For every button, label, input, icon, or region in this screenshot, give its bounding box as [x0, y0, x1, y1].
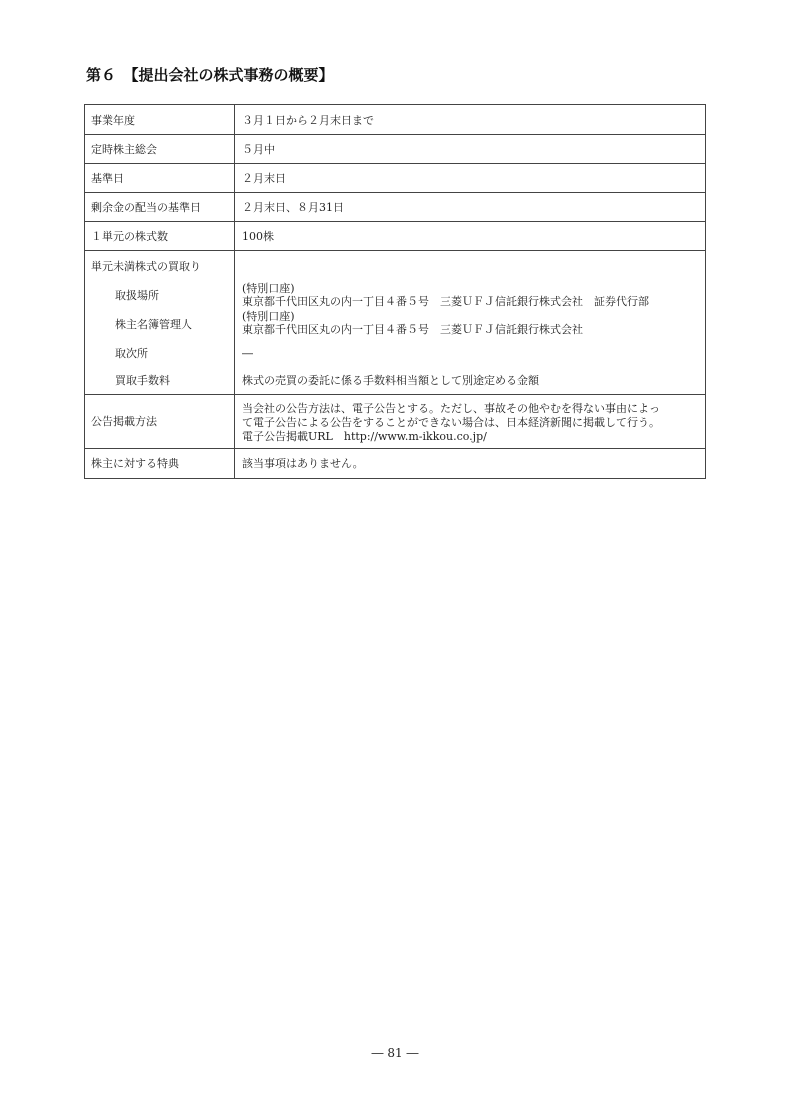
registrar-value-1: (特別口座) [242, 310, 295, 323]
stock-affairs-table [84, 104, 706, 479]
table-row [85, 164, 705, 193]
table-row [85, 135, 705, 164]
table-row [85, 222, 705, 251]
place-value-2: 東京都千代田区丸の内一丁目４番５号 三菱ＵＦＪ信託銀行株式会社 証券代行部 [242, 295, 649, 308]
notice-line-2: て電子公告による公告をすることができない場合は、日本経済新聞に掲載して行う。 [242, 416, 660, 429]
registrar-value-2: 東京都千代田区丸の内一丁目４番５号 三菱ＵＦＪ信託銀行株式会社 [242, 323, 583, 336]
page-number: ― 81 ― [371, 1046, 419, 1060]
row-label: 定時株主総会 [91, 143, 157, 156]
agent-value: ― [242, 347, 253, 360]
notice-label: 公告掲載方法 [91, 415, 157, 428]
notice-url: 電子公告掲載URL http://www.m-ikkou.co.jp/ [242, 430, 487, 443]
row-value: ５月中 [242, 143, 275, 156]
agent-label: 取次所 [115, 347, 148, 360]
row-value: ２月末日、８月31日 [242, 201, 344, 214]
row-label: 事業年度 [91, 114, 135, 127]
row-value: 100株 [242, 230, 274, 243]
row-label: 株主に対する特典 [91, 457, 179, 470]
row-value: ２月末日 [242, 172, 286, 185]
row-label: 剰余金の配当の基準日 [91, 201, 201, 214]
fee-value: 株式の売買の委託に係る手数料相当額として別途定める金額 [242, 374, 539, 387]
section-title: 第６ 【提出会社の株式事務の概要】 [86, 66, 334, 84]
fee-label: 買取手数料 [115, 374, 170, 387]
row-label: １単元の株式数 [91, 230, 168, 243]
table-row [85, 449, 705, 478]
row-value: ３月１日から２月末日まで [242, 114, 374, 127]
row-label: 基準日 [91, 172, 124, 185]
registrar-label: 株主名簿管理人 [115, 318, 192, 331]
table-row [85, 193, 705, 222]
table-row-buyback [85, 251, 705, 395]
place-label: 取扱場所 [115, 289, 159, 302]
table-row [85, 105, 705, 135]
row-value: 該当事項はありません。 [242, 457, 364, 470]
notice-line-1: 当会社の公告方法は、電子公告とする。ただし、事故その他やむを得ない事由によっ [242, 402, 660, 415]
place-value-1: (特別口座) [242, 282, 295, 295]
buyback-label: 単元未満株式の買取り [91, 260, 201, 273]
table-row-notice [85, 395, 705, 449]
